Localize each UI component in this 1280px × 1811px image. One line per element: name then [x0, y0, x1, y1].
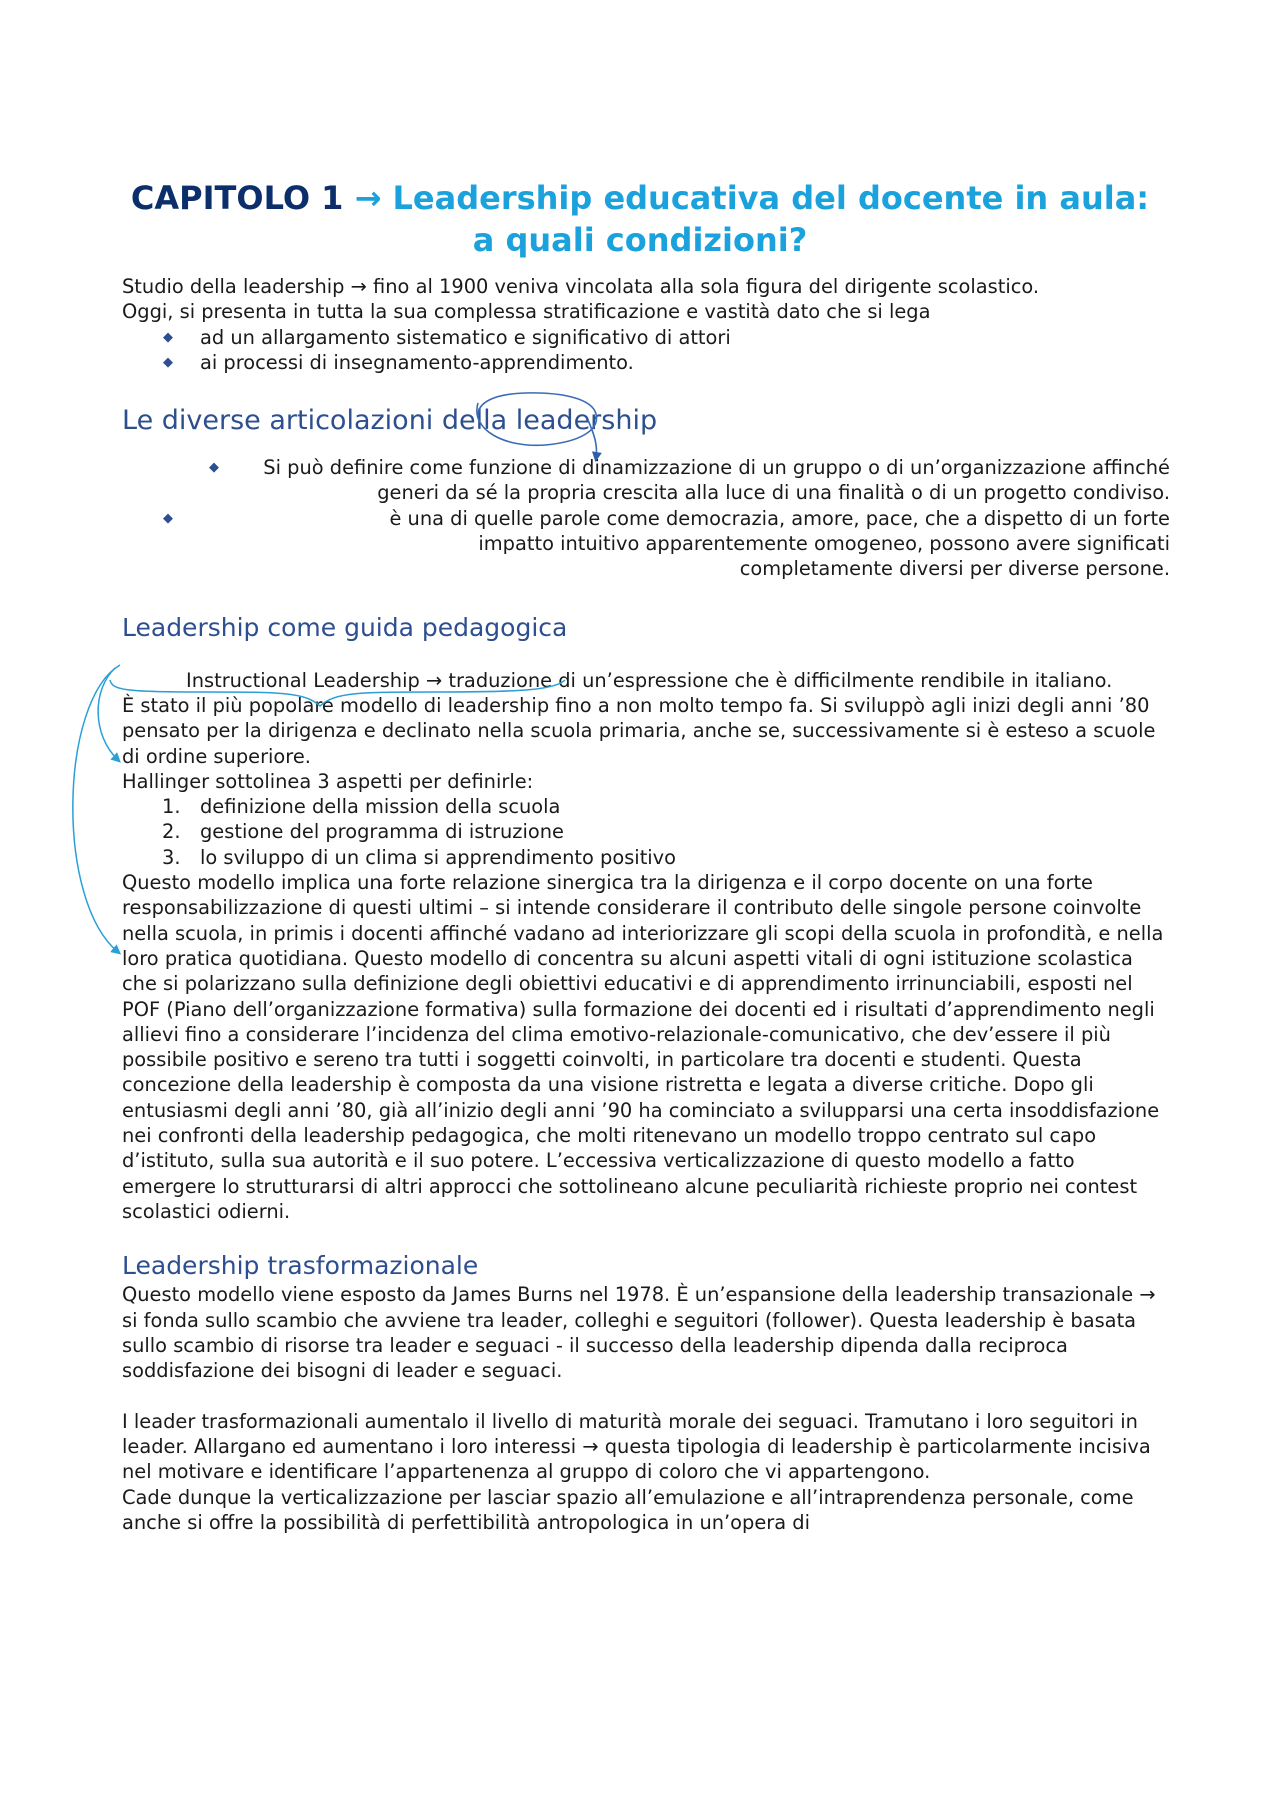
list-item	[122, 794, 1170, 819]
intro-bullet-list	[122, 325, 1170, 376]
chapter-arrow: →	[354, 179, 382, 217]
instructional-leadership-intro: Instructional Leadership → traduzione di un’espressione che è difficilmente rendibile in italiano.	[186, 668, 1113, 692]
chapter-subtitle: Leadership educativa del docente in aula: a quali condizioni?	[392, 179, 1150, 259]
list-item-text: è una di quelle parole come democrazia, amore, pace, che a dispetto di un forte impatto intuitivo apparentemente omogeneo, possono avere significati completamente diversi per diverse persone.	[389, 506, 1170, 581]
list-item	[122, 845, 1170, 870]
diamond-bullet-icon: ◆	[163, 510, 173, 526]
trasformazionale-paragraph-3: Cade dunque la verticalizzazione per lasciar spazio all’emulazione e all’intraprendenza personale, come anche si offre la possibilità di perfettibilità antropologica in un’opera di	[122, 1485, 1134, 1534]
list-item-text: definizione della mission della scuola	[200, 795, 561, 819]
list-item-text: ai processi di insegnamento-apprendimento.	[200, 350, 634, 374]
list-item	[122, 506, 1170, 582]
trasformazionale-paragraph-1: Questo modello viene esposto da James Burns nel 1978. È un’espansione della leadership transazionale → si fonda sullo scambio che avviene tra leader, colleghi e seguitori (follower). Questa leadership è basata sullo scambio di risorse tra leader e seguaci - il successo della leadership dipenda dalla reciproca soddisfazione dei bisogni di leader e seguaci.	[122, 1283, 1156, 1383]
section-heading-guida-pedagogica: Leadership come guida pedagogica	[122, 612, 568, 642]
paragraph-spacer	[122, 1383, 1170, 1408]
list-item	[122, 325, 1170, 350]
intro-line-2: Oggi, si presenta in tutta la sua complessa stratificazione e vastità dato che si lega	[122, 300, 931, 324]
guida-paragraph-3: Questo modello implica una forte relazione sinergica tra la dirigenza e il corpo docente on una forte responsabilizzazione di questi ultimi – si intende considerare il contributo delle singole persone coinvolte nella scuola, in primis i docenti affinché vadano ad interiorizzare gli scopi della scuola in profondità, e nella loro pratica quotidiana. Questo modello di concentra su alcuni aspetti vitali di ogni istituzione scolastica che si polarizzano sulla definizione degli obiettivi educativi e di apprendimento irrinunciabili, esposti nel POF (Piano dell’organizzazione formativa) sulla formazione dei docenti ed i risultati d’apprendimento negli allievi fino a considerare l’incidenza del clima emotivo-relazionale-comunicativo, che dev’essere il più possibile positivo e sereno tra tutti i soggetti coinvolti, in particolare tra docenti e studenti. Questa concezione della leadership è composta da una visione ristretta e legata a diverse critiche. Dopo gli entusiasmi degli anni ’80, già all’inizio degli anni ’90 ha cominciato a svilupparsi una certa insoddisfazione nei confronti della leadership pedagogica, che molti ritenevano un modello troppo centrato sul capo d’istituto, sulla sua autorità e il suo potere. L’eccessiva verticalizzazione di questo modello a fatto emergere lo strutturarsi di altri approcci che sottolineano alcune peculiarità richieste proprio nei contest scolastici odierni.	[122, 871, 1164, 1223]
chapter-number: CAPITOLO 1	[130, 179, 344, 217]
articolazioni-bullet-list	[122, 455, 1170, 581]
list-number: 3.	[162, 845, 181, 869]
list-item-text: gestione del programma di istruzione	[200, 820, 564, 844]
section-heading-trasformazionale: Leadership trasformazionale	[122, 1251, 479, 1281]
long-curved-arrow-icon	[73, 665, 120, 952]
list-item-text: Si può definire come funzione di dinamizzazione di un gruppo o di un’organizzazione affinché generi da sé la propria crescita alla luce di una finalità o di un progetto condiviso.	[263, 456, 1170, 505]
guida-paragraph-2: Hallinger sottolinea 3 aspetti per definirle:	[122, 769, 534, 793]
diamond-bullet-icon: ◆	[163, 354, 173, 370]
list-number: 2.	[162, 820, 181, 844]
list-item	[122, 819, 1170, 844]
trasformazionale-paragraph-2: I leader trasformazionali aumentalo il livello di maturità morale dei seguaci. Tramutano i loro seguitori in leader. Allargano ed aumentano i loro interessi → questa tipologia di leadership è particolarmente incisiva nel motivare e identificare l’appartenenza al gruppo di coloro che vi appartengono.	[122, 1409, 1151, 1484]
section-heading-articolazioni: Le diverse articolazioni della leadership	[122, 405, 658, 437]
list-item-text: ad un allargamento sistematico e significativo di attori	[200, 325, 731, 349]
guida-paragraph-1: È stato il più popolare modello di leadership fino a non molto tempo fa. Si sviluppò agli inizi degli anni ’80 pensato per la dirigenza e declinato nella scuola primaria, anche se, successivamente si è esteso a scuole di ordine superiore.	[122, 693, 1156, 768]
list-number: 1.	[162, 795, 181, 819]
curved-arrow-icon	[98, 668, 118, 760]
list-item	[122, 350, 1170, 375]
intro-line-1: Studio della leadership → fino al 1900 veniva vincolata alla sola figura del dirigente scolastico.	[122, 275, 1040, 298]
hallinger-numbered-list	[122, 794, 1170, 870]
list-item	[122, 455, 1170, 506]
diamond-bullet-icon: ◆	[209, 460, 219, 476]
chapter-title	[120, 177, 1160, 261]
diamond-bullet-icon: ◆	[163, 329, 173, 345]
document-body	[122, 274, 1170, 1535]
list-item-text: lo sviluppo di un clima si apprendimento positivo	[200, 845, 677, 869]
